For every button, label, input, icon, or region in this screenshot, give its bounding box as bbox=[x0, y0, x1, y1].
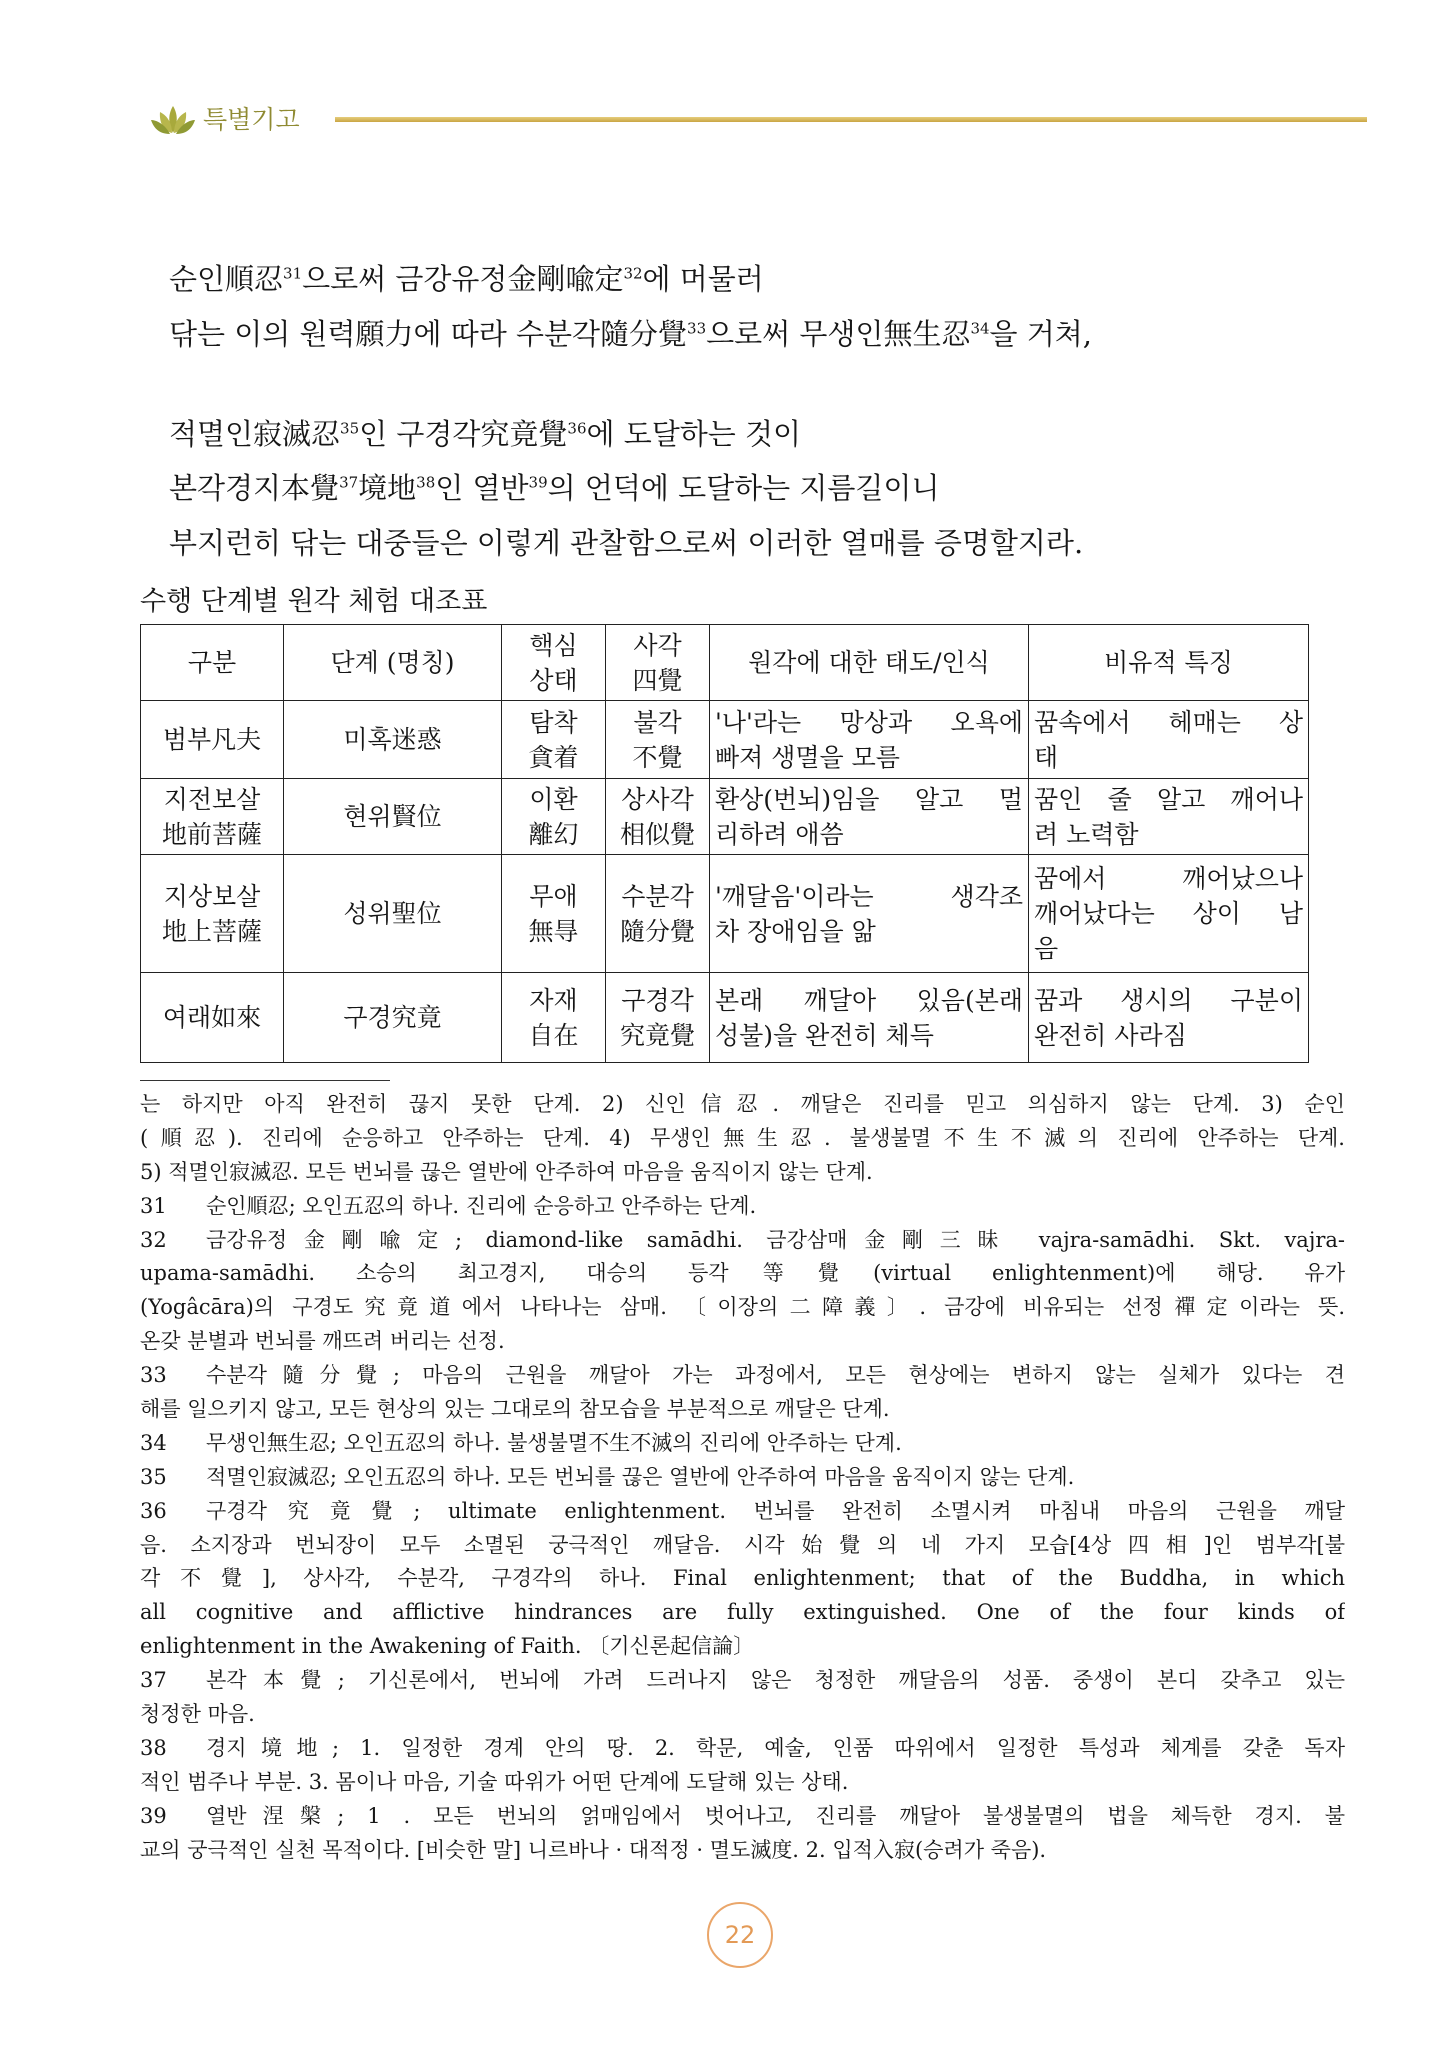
verse-text: 을 거쳐, bbox=[989, 316, 1093, 351]
footnote-ref: 35 bbox=[340, 418, 360, 437]
table-cell-line: 地上菩薩 bbox=[161, 916, 262, 946]
table-cell-line: 빠져 생멸을 모름 bbox=[715, 742, 900, 772]
table-cell-line: 離幻 bbox=[528, 819, 579, 849]
table-cell-line: 미혹迷惑 bbox=[343, 725, 442, 754]
footnote-line: 5) 적멸인寂滅忍. 모든 번뇌를 끊은 열반에 안주하여 마음을 움직이지 않는 단계. bbox=[140, 1159, 873, 1184]
table-cell-line: 꿈인 줄 알고 깨어나 bbox=[1034, 784, 1303, 814]
footnote-number: 35 bbox=[140, 1464, 167, 1489]
footnote-line bbox=[140, 1190, 1345, 1224]
table-header-cell bbox=[284, 625, 502, 701]
table-cell-line: 태 bbox=[1034, 742, 1059, 772]
verse-text: 境地 bbox=[358, 471, 417, 505]
table-cell-line: 自在 bbox=[528, 1020, 579, 1050]
table-cell bbox=[606, 973, 710, 1063]
table-header-cell bbox=[606, 625, 710, 701]
table-cell bbox=[502, 701, 606, 779]
footnote bbox=[140, 1190, 1345, 1224]
footnote-ref: 38 bbox=[416, 473, 436, 492]
verse-line bbox=[169, 461, 1329, 516]
table-cell bbox=[1029, 973, 1309, 1063]
footnote-number: 32 bbox=[140, 1227, 167, 1252]
footnote-ref: 32 bbox=[623, 264, 643, 283]
footnote-line: 청정한 마음. bbox=[140, 1702, 255, 1727]
table-cell-line: 隨分覺 bbox=[619, 916, 695, 946]
footnote-text: 경지境地; 1. 일정한 경계 안의 땅. 2. 학문, 예술, 인품 따위에서 일정한 특성과 체계를 갖춘 독자 bbox=[206, 1735, 1345, 1760]
header-cell-line: 구분 bbox=[187, 648, 237, 677]
table-cell-line: 無㝵 bbox=[528, 916, 579, 946]
verse-stanza bbox=[169, 407, 1329, 571]
table-cell-line: 리하려 애씀 bbox=[715, 819, 844, 849]
table-caption: 수행 단계별 원각 체험 대조표 bbox=[140, 586, 488, 617]
footnote-line bbox=[140, 1461, 1345, 1495]
table-cell-line: 구경각 bbox=[621, 985, 694, 1015]
table-row bbox=[141, 855, 1309, 973]
header-cell-line: 四覺 bbox=[632, 665, 683, 695]
verse-text: 의 언덕에 도달하는 지름길이니 bbox=[547, 471, 940, 505]
table-header-row bbox=[141, 625, 1309, 701]
header-cell-line: 사각 bbox=[633, 630, 682, 660]
footnote-line: 온갖 분별과 번뇌를 깨뜨려 버리는 선정. bbox=[140, 1329, 505, 1354]
footnote-line bbox=[140, 1732, 1345, 1766]
table-cell bbox=[1029, 855, 1309, 973]
table-cell-line: 꿈과 생시의 구분이 bbox=[1034, 985, 1303, 1015]
footnote-line bbox=[140, 1664, 1345, 1698]
table-cell-line: 수분각 bbox=[621, 881, 694, 911]
table-cell bbox=[141, 779, 284, 855]
table-cell bbox=[1029, 701, 1309, 779]
table-cell-line: 지전보살 bbox=[163, 784, 261, 814]
footnote-line bbox=[140, 1800, 1345, 1834]
table-cell-line: 성불)을 완전히 체득 bbox=[715, 1020, 934, 1050]
table-cell-line: 무애 bbox=[529, 881, 578, 911]
footnote-ref: 33 bbox=[687, 318, 707, 337]
verse-line bbox=[169, 407, 1329, 462]
verse-text: 닦는 이의 원력願力에 따라 수분각隨分覺 bbox=[169, 316, 688, 351]
footnote bbox=[140, 1664, 1345, 1732]
footnote-number: 39 bbox=[140, 1803, 167, 1828]
table-cell bbox=[284, 701, 502, 779]
footnote-number: 36 bbox=[140, 1498, 167, 1523]
table-cell bbox=[284, 973, 502, 1063]
table-header-cell bbox=[710, 625, 1029, 701]
table-cell bbox=[710, 779, 1029, 855]
verse-text: 순인順忍 bbox=[169, 262, 284, 296]
table-cell-line: 구경究竟 bbox=[343, 1003, 442, 1032]
table-cell bbox=[284, 779, 502, 855]
table-cell bbox=[606, 855, 710, 973]
footnote bbox=[140, 1461, 1345, 1495]
verse-stanza bbox=[169, 252, 1329, 361]
footnote-continuation bbox=[140, 1088, 1345, 1190]
table-cell-line: 상사각 bbox=[621, 784, 694, 814]
footnote-number: 38 bbox=[140, 1735, 167, 1760]
table-cell-line: 범부凡夫 bbox=[162, 725, 262, 754]
table-cell-line: 깨어났다는 상이 남 bbox=[1034, 899, 1303, 928]
footnote-text: 순인順忍; 오인五忍의 하나. 진리에 순응하고 안주하는 단계. bbox=[206, 1193, 757, 1218]
table-cell-line: 탐착 bbox=[529, 707, 578, 737]
table-header-cell bbox=[141, 625, 284, 701]
footnote-line bbox=[140, 1427, 1345, 1461]
verse-text: 으로써 금강유정金剛喩定 bbox=[302, 262, 624, 296]
table-cell bbox=[1029, 779, 1309, 855]
table-cell-line: 현위賢位 bbox=[343, 802, 442, 831]
table-cell-line: 음 bbox=[1034, 934, 1059, 963]
footnote bbox=[140, 1732, 1345, 1800]
footnote-line bbox=[140, 1359, 1345, 1393]
verse-line bbox=[169, 516, 1329, 571]
footnote-line: 는 하지만 아직 완전히 끊지 못한 단계. 2) 신인信忍. 깨달은 진리를 믿고 의심하지 않는 단계. 3) 순인 bbox=[140, 1092, 1345, 1116]
header-cell-line: 원각에 대한 태도/인식 bbox=[748, 648, 990, 677]
verse-text: 부지런히 닦는 대중들은 이렇게 관찰함으로써 이러한 열매를 증명할지라. bbox=[169, 525, 1084, 560]
footnote bbox=[140, 1359, 1345, 1427]
table-cell-line: '나'라는 망상과 오욕에 bbox=[715, 707, 1023, 737]
table-cell-line: '깨달음'이라는 생각조 bbox=[715, 881, 1023, 911]
table-header-cell bbox=[1029, 625, 1309, 701]
table-cell-line: 차 장애임을 앎 bbox=[715, 916, 876, 946]
table-cell-line: 不覺 bbox=[632, 742, 683, 772]
table-cell bbox=[141, 855, 284, 973]
footnote-ref: 34 bbox=[970, 318, 990, 337]
header-cell-line: 비유적 특징 bbox=[1104, 648, 1233, 677]
verse-text: 에 머물러 bbox=[642, 262, 764, 296]
table-cell bbox=[284, 855, 502, 973]
verse-line bbox=[169, 252, 1329, 307]
footnote-text: 무생인無生忍; 오인五忍의 하나. 불생불멸不生不滅의 진리에 안주하는 단계. bbox=[206, 1430, 902, 1455]
table-cell-line: 불각 bbox=[633, 707, 682, 737]
footnote-line: upama-samādhi. 소승의 최고경지, 대승의 등각等覺(virtual enlightenment)에 해당. 유가 bbox=[140, 1261, 1345, 1286]
table-cell bbox=[710, 973, 1029, 1063]
footnotes bbox=[140, 1088, 1345, 1867]
table-cell-line: 완전히 사라짐 bbox=[1034, 1020, 1187, 1050]
footnote-number: 34 bbox=[140, 1430, 167, 1455]
table-cell-line: 자재 bbox=[529, 985, 578, 1015]
footnote-line: 교의 궁극적인 실천 목적이다. [비슷한 말] 니르바나 · 대적정 · 멸도滅度. 2. 입적入寂(승려가 죽음). bbox=[140, 1837, 1047, 1862]
table-cell bbox=[606, 701, 710, 779]
footnote-text: 본각本覺; 기신론에서, 번뇌에 가려 드러나지 않은 청정한 깨달음의 성품. 중생이 본디 갖추고 있는 bbox=[206, 1668, 1345, 1693]
verse-text: 에 도달하는 것이 bbox=[586, 416, 802, 451]
table-cell bbox=[502, 779, 606, 855]
footnote-text: 구경각究竟覺; ultimate enlightenment. 번뇌를 완전히 소멸시켜 마침내 마음의 근원을 깨달 bbox=[206, 1498, 1345, 1523]
table-head bbox=[141, 625, 1309, 701]
footnote-ref: 39 bbox=[528, 473, 548, 492]
table-cell-line: 地前菩薩 bbox=[161, 819, 262, 849]
verse-line bbox=[169, 307, 1329, 362]
footnote-line: enlightenment in the Awakening of Faith. 〔기신론起信論〕 bbox=[140, 1634, 755, 1659]
table-cell-line: 究竟覺 bbox=[619, 1020, 695, 1050]
table-cell-line: 相似覺 bbox=[619, 819, 695, 849]
footnote-separator bbox=[140, 1080, 390, 1081]
table-cell-line: 여래如來 bbox=[162, 1003, 262, 1032]
table-cell-line: 지상보살 bbox=[163, 881, 261, 911]
table-cell-line: 성위聖位 bbox=[343, 899, 442, 928]
footnote-line: 적인 범주나 부분. 3. 몸이나 마음, 기술 따위가 어떤 단계에 도달해 있는 상태. bbox=[140, 1769, 849, 1794]
footnote-line: all cognitive and afflictive hindrances are fully extinguished. One of the four kinds of bbox=[140, 1600, 1345, 1625]
footnote-line bbox=[140, 1495, 1345, 1529]
verse-text: 본각경지本覺 bbox=[169, 471, 340, 505]
section-label: 특별기고 bbox=[203, 105, 300, 134]
footnote-line bbox=[140, 1224, 1345, 1258]
verse-text: 으로써 무생인無生忍 bbox=[706, 316, 971, 351]
table-cell-line: 려 노력함 bbox=[1034, 819, 1139, 849]
table-cell-line: 貪着 bbox=[528, 742, 579, 772]
footnote-text: 적멸인寂滅忍; 오인五忍의 하나. 모든 번뇌를 끊은 열반에 안주하여 마음을 움직이지 않는 단계. bbox=[206, 1464, 1075, 1489]
table-row bbox=[141, 973, 1309, 1063]
footnote bbox=[140, 1427, 1345, 1461]
header-cell-line: 상태 bbox=[529, 665, 578, 695]
table-cell bbox=[710, 701, 1029, 779]
table-cell-line: 환상(번뇌)임을 알고 멀 bbox=[715, 784, 1023, 814]
footnote-line: 해를 일으키지 않고, 모든 현상의 있는 그대로의 참모습을 부분적으로 깨달은 단계. bbox=[140, 1397, 890, 1422]
table-cell-line: 꿈에서 깨어났으나 bbox=[1034, 864, 1303, 893]
page-number: 22 bbox=[707, 1902, 773, 1968]
header-cell-line: 핵심 bbox=[529, 630, 578, 660]
footnote-text: 열반涅槃; 1 . 모든 번뇌의 얽매임에서 벗어나고, 진리를 깨달아 불생불멸의 법을 체득한 경지. 불 bbox=[206, 1803, 1345, 1828]
table-cell bbox=[141, 973, 284, 1063]
footnote-ref: 37 bbox=[339, 473, 359, 492]
lotus-icon bbox=[150, 103, 196, 137]
table-body bbox=[141, 701, 1309, 1063]
table-row bbox=[141, 701, 1309, 779]
verse-block bbox=[169, 252, 1329, 570]
footnote-ref: 36 bbox=[567, 418, 587, 437]
table-cell-line: 이환 bbox=[529, 784, 578, 814]
footnote-text: 금강유정金剛喩定; diamond-like samādhi. 금강삼매金剛三昧 vajra-samādhi. Skt. vajra- bbox=[206, 1227, 1345, 1252]
footnote bbox=[140, 1800, 1345, 1868]
footnote-line: (順忍). 진리에 순응하고 안주하는 단계. 4) 무생인無生忍. 불생불멸不生不滅의 진리에 안주하는 단계. bbox=[140, 1125, 1345, 1150]
footnote-number: 37 bbox=[140, 1668, 167, 1693]
table-cell bbox=[606, 779, 710, 855]
comparison-table bbox=[140, 624, 1309, 1063]
footnote-number: 31 bbox=[140, 1193, 167, 1218]
footnote-ref: 31 bbox=[283, 264, 303, 283]
verse-text: 인 열반 bbox=[435, 471, 529, 505]
footnote bbox=[140, 1224, 1345, 1360]
table-row bbox=[141, 779, 1309, 855]
table-cell-line: 본래 깨달아 있음(본래 bbox=[715, 985, 1023, 1015]
footnote-line: 음. 소지장과 번뇌장이 모두 소멸된 궁극적인 깨달음. 시각始覺의 네 가지 모습[4상四相]인 범부각[불 bbox=[140, 1532, 1345, 1557]
table-header-cell bbox=[502, 625, 606, 701]
verse-text: 적멸인寂滅忍 bbox=[169, 416, 341, 451]
header-cell-line: 단계 (명칭) bbox=[330, 648, 455, 677]
footnote-text: 수분각隨分覺; 마음의 근원을 깨달아 가는 과정에서, 모든 현상에는 변하지 않는 실체가 있다는 견 bbox=[206, 1363, 1345, 1388]
footnote-line: (Yogâcāra)의 구경도究竟道에서 나타나는 삼매. 〔이장의二障義〕. 금강에 비유되는 선정禪定이라는 뜻. bbox=[140, 1295, 1345, 1320]
footnote bbox=[140, 1495, 1345, 1664]
table-cell bbox=[710, 855, 1029, 973]
table-cell-line: 꿈속에서 헤매는 상 bbox=[1034, 707, 1303, 737]
verse-text: 인 구경각究竟覺 bbox=[359, 416, 568, 451]
header-rule bbox=[335, 117, 1367, 122]
table-cell bbox=[502, 855, 606, 973]
footnote-line: 각不覺], 상사각, 수분각, 구경각의 하나. Final enlightenment; that of the Buddha, in which bbox=[140, 1566, 1345, 1591]
table-cell bbox=[141, 701, 284, 779]
table-cell bbox=[502, 973, 606, 1063]
footnote-number: 33 bbox=[140, 1363, 167, 1388]
